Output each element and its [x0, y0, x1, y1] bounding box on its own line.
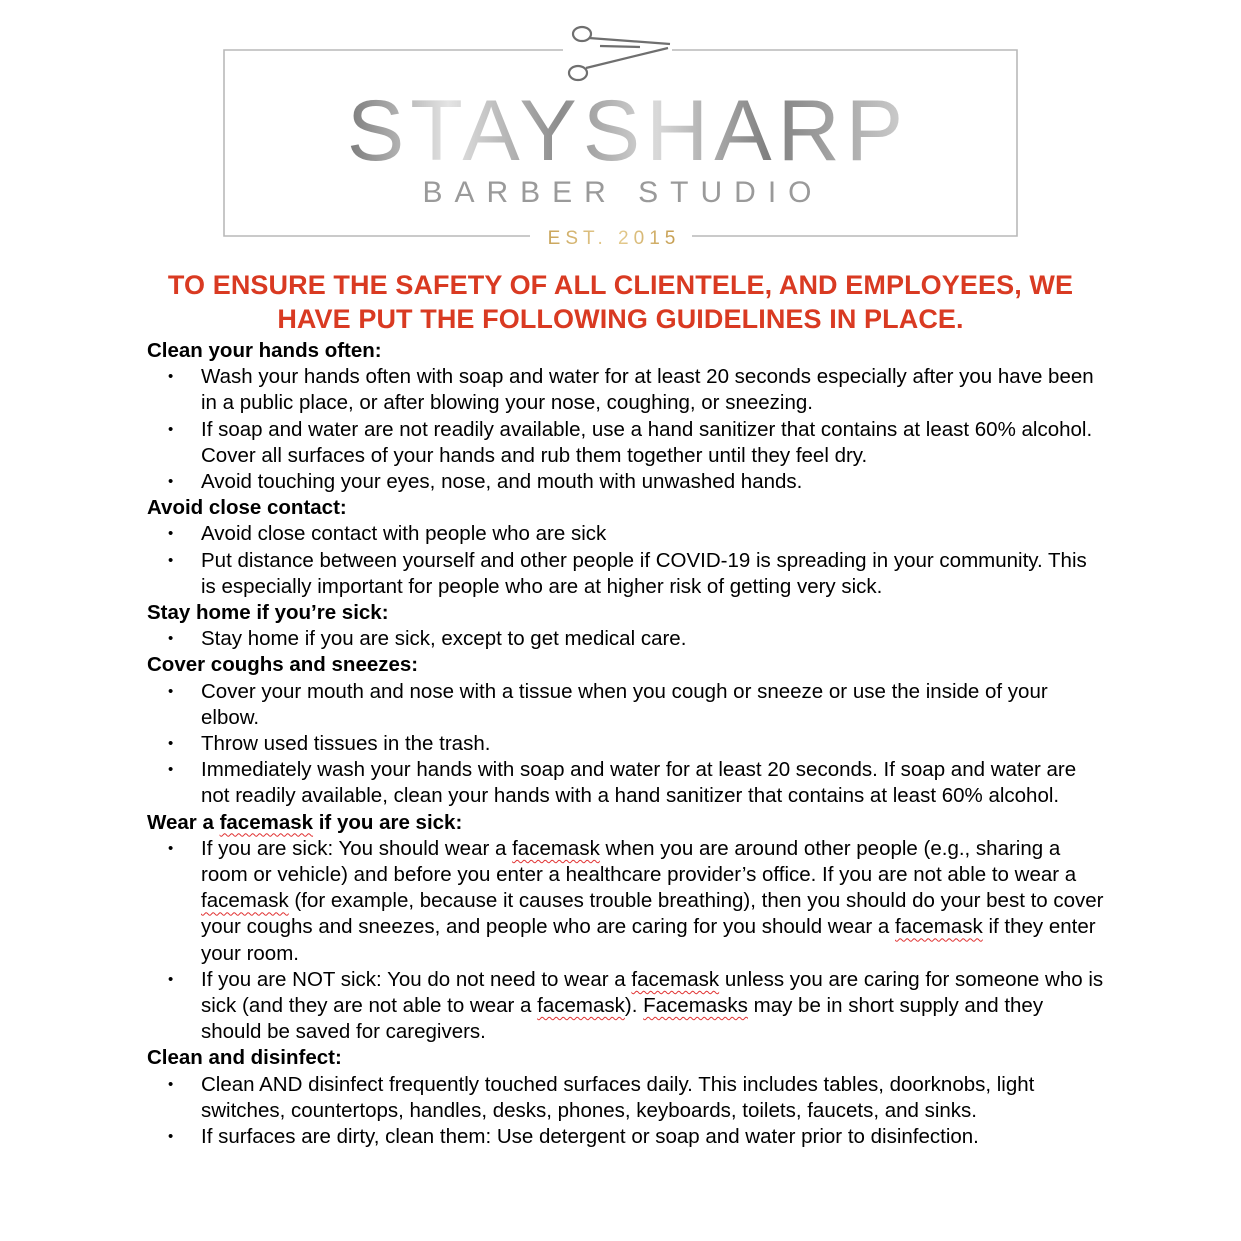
spellcheck-underline: facemask	[537, 994, 625, 1018]
guideline-item: • If soap and water are not readily available, use a hand sanitizer that contains at least 60% alcohol. Cover all surfaces of your hands and rub them together until they feel dry.	[147, 417, 1107, 469]
section-clean-hands	[147, 338, 1107, 495]
spellcheck-underline: facemask	[201, 889, 289, 913]
brand-logo	[0, 0, 1241, 260]
guideline-item: • Avoid touching your eyes, nose, and mouth with unwashed hands.	[147, 469, 1107, 495]
spellcheck-underline: Facemasks	[643, 994, 748, 1018]
guideline-item: • If you are NOT sick: You do not need to wear a facemask unless you are caring for someone who is sick (and they are not able to wear a facemask). Facemasks may be in short supply and they should be saved for caregivers.	[147, 967, 1107, 1046]
section-facemask	[147, 810, 1107, 1046]
safety-headline	[120, 268, 1121, 336]
guideline-item: • Stay home if you are sick, except to get medical care.	[147, 626, 1107, 652]
guideline-item: • Wash your hands often with soap and water for at least 20 seconds especially after you have been in a public place, or after blowing your nose, coughing, or sneezing.	[147, 364, 1107, 416]
guideline-item: • Immediately wash your hands with soap and water for at least 20 seconds. If soap and water are not readily available, clean your hands with a hand sanitizer that contains at least 60% alcohol.	[147, 757, 1107, 809]
brand-name: STAYSHARP	[346, 83, 910, 179]
guideline-item: • If surfaces are dirty, clean them: Use detergent or soap and water prior to disinfection.	[147, 1124, 1107, 1150]
section-heading: Clean your hands often:	[147, 339, 382, 362]
guideline-item: • Cover your mouth and nose with a tissue when you cough or sneeze or use the inside of your elbow.	[147, 679, 1107, 731]
spellcheck-underline: facemask	[512, 836, 600, 860]
section-heading: Avoid close contact:	[147, 496, 347, 520]
guideline-item: • Throw used tissues in the trash.	[147, 731, 1107, 757]
spellcheck-underline: facemask	[631, 967, 720, 991]
section-clean-disinfect	[147, 1045, 1107, 1150]
section-heading: Cover coughs and sneezes:	[147, 653, 419, 677]
headline-line-2: HAVE PUT THE FOLLOWING GUIDELINES IN PLACE.	[277, 304, 964, 334]
section-avoid-contact	[147, 495, 1107, 600]
section-stay-home	[147, 600, 1107, 652]
guideline-item: • Put distance between yourself and other people if COVID-19 is spreading in your community. This is especially important for people who are at higher risk of getting very sick.	[147, 548, 1107, 600]
headline-line-1: TO ENSURE THE SAFETY OF ALL CLIENTELE, AND EMPLOYEES, WE	[167, 270, 1074, 300]
guidelines-list	[147, 338, 1107, 1150]
section-cover-coughs	[147, 652, 1107, 809]
spellcheck-underline: facemask	[895, 915, 983, 939]
spellcheck-underline: facemask	[219, 810, 314, 834]
guideline-item: • If you are sick: You should wear a facemask when you are around other people (e.g., sharing a room or vehicle) and before you enter a healthcare provider’s office. If you are not able to wear a facemask (for example, because it causes trouble breathing), then you should do your best to cover your coughs and sneezes, and people who are caring for you should wear a facemask if they enter your room.	[147, 836, 1107, 967]
established-year: EST. 2015	[547, 228, 681, 249]
guideline-item: • Clean AND disinfect frequently touched surfaces daily. This includes tables, doorknobs, light switches, countertops, handles, desks, phones, keyboards, toilets, faucets, and sinks.	[147, 1072, 1107, 1124]
section-heading: Wear a facemask if you are sick:	[147, 810, 463, 834]
brand-subtitle: BARBER STUDIO	[422, 176, 824, 209]
section-heading: Stay home if you’re sick:	[147, 601, 389, 625]
section-heading: Clean and disinfect:	[147, 1046, 342, 1070]
scissors-icon	[569, 27, 670, 80]
guideline-item: • Avoid close contact with people who are sick	[147, 521, 1107, 547]
